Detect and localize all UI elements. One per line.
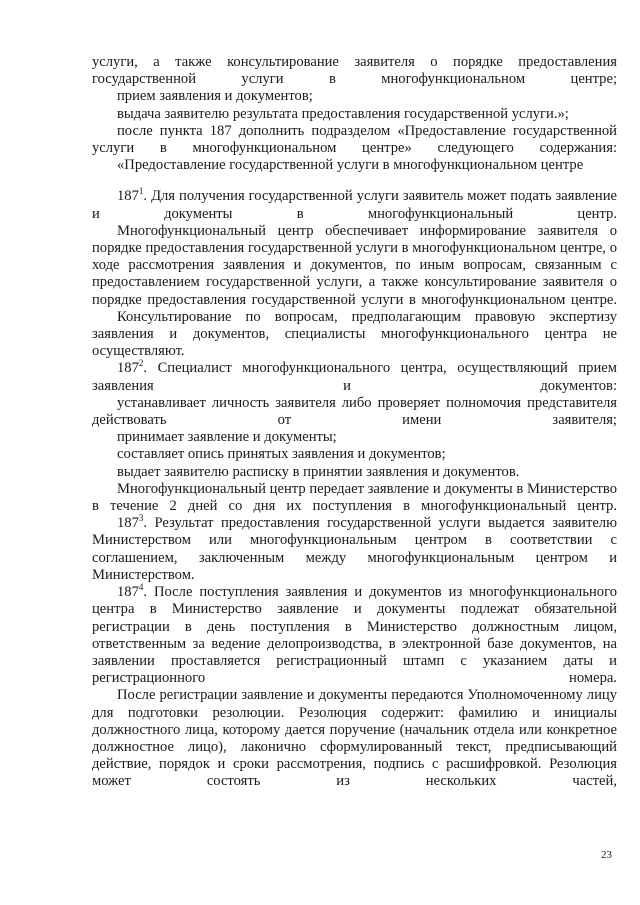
- point-187-4: $187^4$. После поступления заявления и документов из многофункционального центра в Министерство заявление и документы подлежат обязательной регистрации в день поступления в Министерство должностным лицом, ответственным за ведение делопроизводства, в электронной базе документов, на заявлении проставляется регистрационный штамп с указанием даты и регистрационного номера.: [92, 582, 617, 687]
- paragraph-amendment: после пункта 187 дополнить подразделом «Предоставление государственной услуги в многофункциональном центре» следующего содержания:: [92, 122, 617, 157]
- point-superscript: 4: [138, 582, 144, 593]
- spacer: [92, 174, 617, 188]
- list-item-accepts: принимает заявление и документы;: [117, 429, 337, 446]
- point-number: 187: [117, 360, 139, 377]
- point-superscript: 2: [138, 358, 144, 369]
- point-superscript: 3: [138, 513, 144, 524]
- point-number: 187: [117, 515, 139, 532]
- list-item-receipt: выдает заявителю расписку в принятии заявления и документов.: [117, 463, 520, 480]
- paragraph-continuation: услуги, а также консультирование заявителя о порядке предоставления государственной услуги в многофункциональном центре;: [92, 54, 617, 88]
- point-number: 187: [117, 584, 139, 601]
- page-number: 23: [601, 849, 612, 861]
- point-187-3: $187^3$. Результат предоставления государственной услуги выдается заявителю Министерством или многофункциональным центром в соответствии с соглашением, заключенным между многофункциональным центром и Министерством.: [92, 513, 617, 583]
- paragraph-consulting: Консультирование по вопросам, предполагающим правовую экспертизу заявления и документов, специалисты многофункционального центра не осуществляют.: [92, 308, 617, 360]
- paragraph-resolution: После регистрации заявление и документы передаются Уполномоченному лицу для подготовки резолюции. Резолюция содержит: фамилию и инициалы должностного лица, которому дается поручение (начальник отдела или конкретное должностное лицо), лаконично сформулированный текст, предписывающий действие, порядок и сроки рассмотрения, подпись с расшифровкой. Резолюция может состоять из нескольких частей,: [92, 687, 617, 790]
- subsection-heading: «Предоставление государственной услуги в многофункциональном центре: [117, 157, 584, 174]
- point-text: Для получения государственной услуги заявитель может подать заявление и документы в многофункциональный центр.: [92, 188, 617, 222]
- point-number: 187: [117, 188, 139, 205]
- point-187-2: $187^2$. Специалист многофункционального центра, осуществляющий прием заявления и документов:: [92, 358, 617, 394]
- point-text: Специалист многофункционального центра, осуществляющий прием заявления и документов:: [92, 360, 617, 394]
- paragraph-transfer: Многофункциональный центр передает заявление и документы в Министерство в течение 2 дней со дня их поступления в многофункциональный центр.: [92, 480, 617, 515]
- point-text: Результат предоставления государственной услуги выдается заявителю Министерством или многофункциональным центром в соответствии с соглашением, заключенным между многофункциональным центром и Министерством.: [92, 515, 617, 583]
- point-text: После поступления заявления и документов из многофункционального центра в Министерство заявление и документы подлежат обязательной регистрации в день поступления в Министерство должностным лицом, ответственным за ведение делопроизводства, в электронной базе документов, на заявлении проставляется регистрационный штамп с указанием даты и регистрационного номера.: [92, 584, 617, 687]
- document-body: [92, 54, 617, 791]
- list-item-identity: устанавливает личность заявителя либо проверяет полномочия представителя действовать от имени заявителя;: [92, 394, 617, 429]
- point-187-1: $187^1$. Для получения государственной услуги заявитель может подать заявление и документы в многофункциональный центр.: [92, 186, 617, 222]
- list-item-inventory: составляет опись принятых заявления и документов;: [117, 446, 446, 463]
- list-item-issue-result: выдача заявителю результата предоставления государственной услуги.»;: [117, 105, 569, 122]
- paragraph-informing: Многофункциональный центр обеспечивает информирование заявителя о порядке предоставления государственной услуги в многофункциональном центре, о ходе рассмотрения заявления и документов, по иным вопросам, связанным с предоставлением государственной услуги, а также консультирование заявителя о порядке предоставления государственной услуги в многофункциональном центре.: [92, 222, 617, 308]
- point-superscript: 1: [138, 186, 144, 197]
- list-item-reception: прием заявления и документов;: [117, 88, 313, 105]
